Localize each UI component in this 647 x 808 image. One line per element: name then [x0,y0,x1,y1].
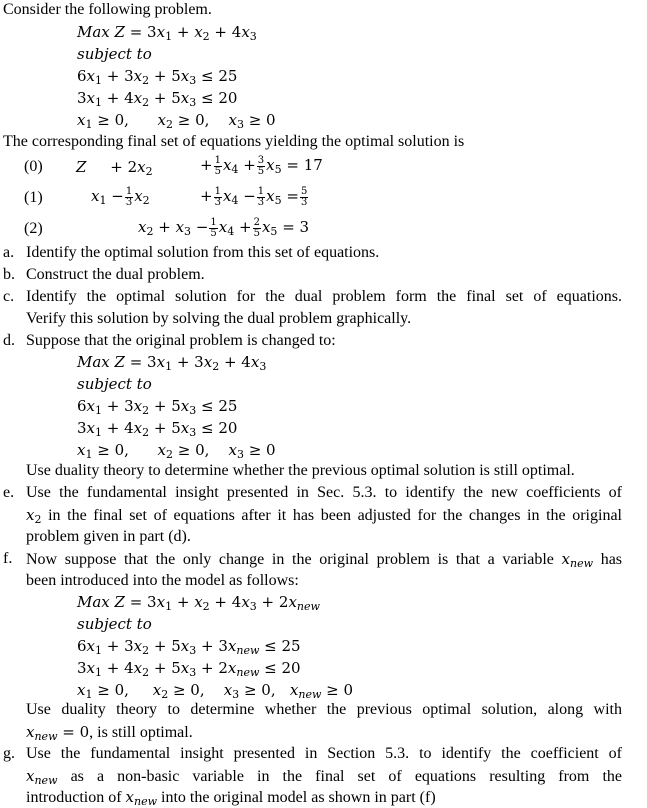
problem-1-objective: Max $Z = 3x_1 + x_2 + 4x_3$ [77,23,257,43]
problem-f-constraint-2: $3x_1 + 4x_2 + 5x_3 + 2x_{new} \le 20$ [77,659,301,679]
part-d-text: Suppose that the original problem is changed to: [26,332,336,349]
equation-1: $x_1$ − $\frac{1}{3}$ $x_2$ [91,185,150,208]
part-g-line-3: introduction of $x_{new}$ into the original model as shown in part (f) [26,788,436,808]
part-f-line-1: Now suppose that the only change in the original problem is that a variable $x_{new}$ has [26,550,623,570]
part-d-letter: d. [3,332,15,349]
part-f-after-2: $x_{new} = 0$, is still optimal. [26,723,193,743]
part-b-text: Construct the dual problem. [26,266,205,283]
problem-d-subject-to: subject to [77,375,152,393]
problem-f-nonnegativity: $x_1 \ge 0$, $x_2 \ge 0$, $x_3 \ge 0$, $x_{new} \ge 0$ [77,681,354,701]
problem-d-constraint-2: $3x_1 + 4x_2 + 5x_3 \le 20$ [77,419,238,439]
part-g-letter: g. [3,745,15,762]
equation-0-rhs: + $\frac{1}{5}$ $x_4$ + $\frac{3}{5}$ $x_5 = 17$ [200,154,323,177]
part-c-letter: c. [3,288,15,305]
equation-2-label: (2) [24,220,43,237]
part-g-line-1: Use the fundamental insight presented in Section 5.3. to identify the coefficient of [26,745,622,762]
equation-0: Z + $2x_2$ [76,158,153,178]
intro-text: Consider the following problem. [3,1,212,18]
part-f-letter: f. [3,550,13,567]
problem-f-objective: Max $Z = 3x_1 + x_2 + 4x_3 + 2x_{new}$ [77,593,320,613]
part-b-letter: b. [3,266,15,283]
problem-1-constraint-1: $6x_1 + 3x_2 + 5x_3 \le 25$ [77,67,238,87]
problem-1-nonnegativity: $x_1 \ge 0$, $x_2 \ge 0$, $x_3 \ge 0$ [77,111,276,131]
equation-1-rhs: + $\frac{1}{3}$ $x_4$ − $\frac{1}{3}$ $x_5$ = $\frac{5}{3}$ [200,185,308,208]
part-e-line-3: problem given in part (d). [26,528,191,545]
part-f-line-2: been introduced into the model as follows: [26,572,299,589]
part-g-line-2: $x_{new}$ as a non-basic variable in the final set of equations resulting from the [26,767,623,787]
part-d-after: Use duality theory to determine whether the previous optimal solution is still optimal. [26,462,575,479]
problem-d-nonnegativity: $x_1 \ge 0$, $x_2 \ge 0$, $x_3 \ge 0$ [77,441,276,461]
problem-d-constraint-1: $6x_1 + 3x_2 + 5x_3 \le 25$ [77,397,238,417]
part-c-line-1: Identify the optimal solution for the dual problem form the final set of equations. [26,288,622,305]
part-f-after-1: Use duality theory to determine whether the previous optimal solution, along with [26,701,622,718]
final-equations-intro: The corresponding final set of equations yielding the optimal solution is [3,133,465,150]
problem-f-constraint-1: $6x_1 + 3x_2 + 5x_3 + 3x_{new} \le 25$ [77,637,301,657]
problem-1-subject-to: subject to [77,45,152,63]
part-e-letter: e. [3,484,15,501]
part-c-line-2: Verify this solution by solving the dual problem graphically. [26,310,412,327]
equation-2: $x_2 + x_3$ − $\frac{1}{5}$ $x_4$ + $\frac{2}{5}$ $x_5 = 3$ [138,216,310,239]
problem-f-subject-to: subject to [77,615,152,633]
equation-0-label: (0) [24,158,43,175]
problem-d-objective: Max $Z = 3x_1 + 3x_2 + 4x_3$ [77,353,267,373]
equation-1-label: (1) [24,189,43,206]
part-a-letter: a. [3,244,15,261]
problem-1-constraint-2: $3x_1 + 4x_2 + 5x_3 \le 20$ [77,89,238,109]
part-e-line-2: $x_2$ in the final set of equations after it has been adjusted for the changes in the original [26,506,622,526]
part-e-line-1: Use the fundamental insight presented in Sec. 5.3. to identify the new coefficients of [26,484,622,501]
part-a-text: Identify the optimal solution from this set of equations. [26,244,380,261]
